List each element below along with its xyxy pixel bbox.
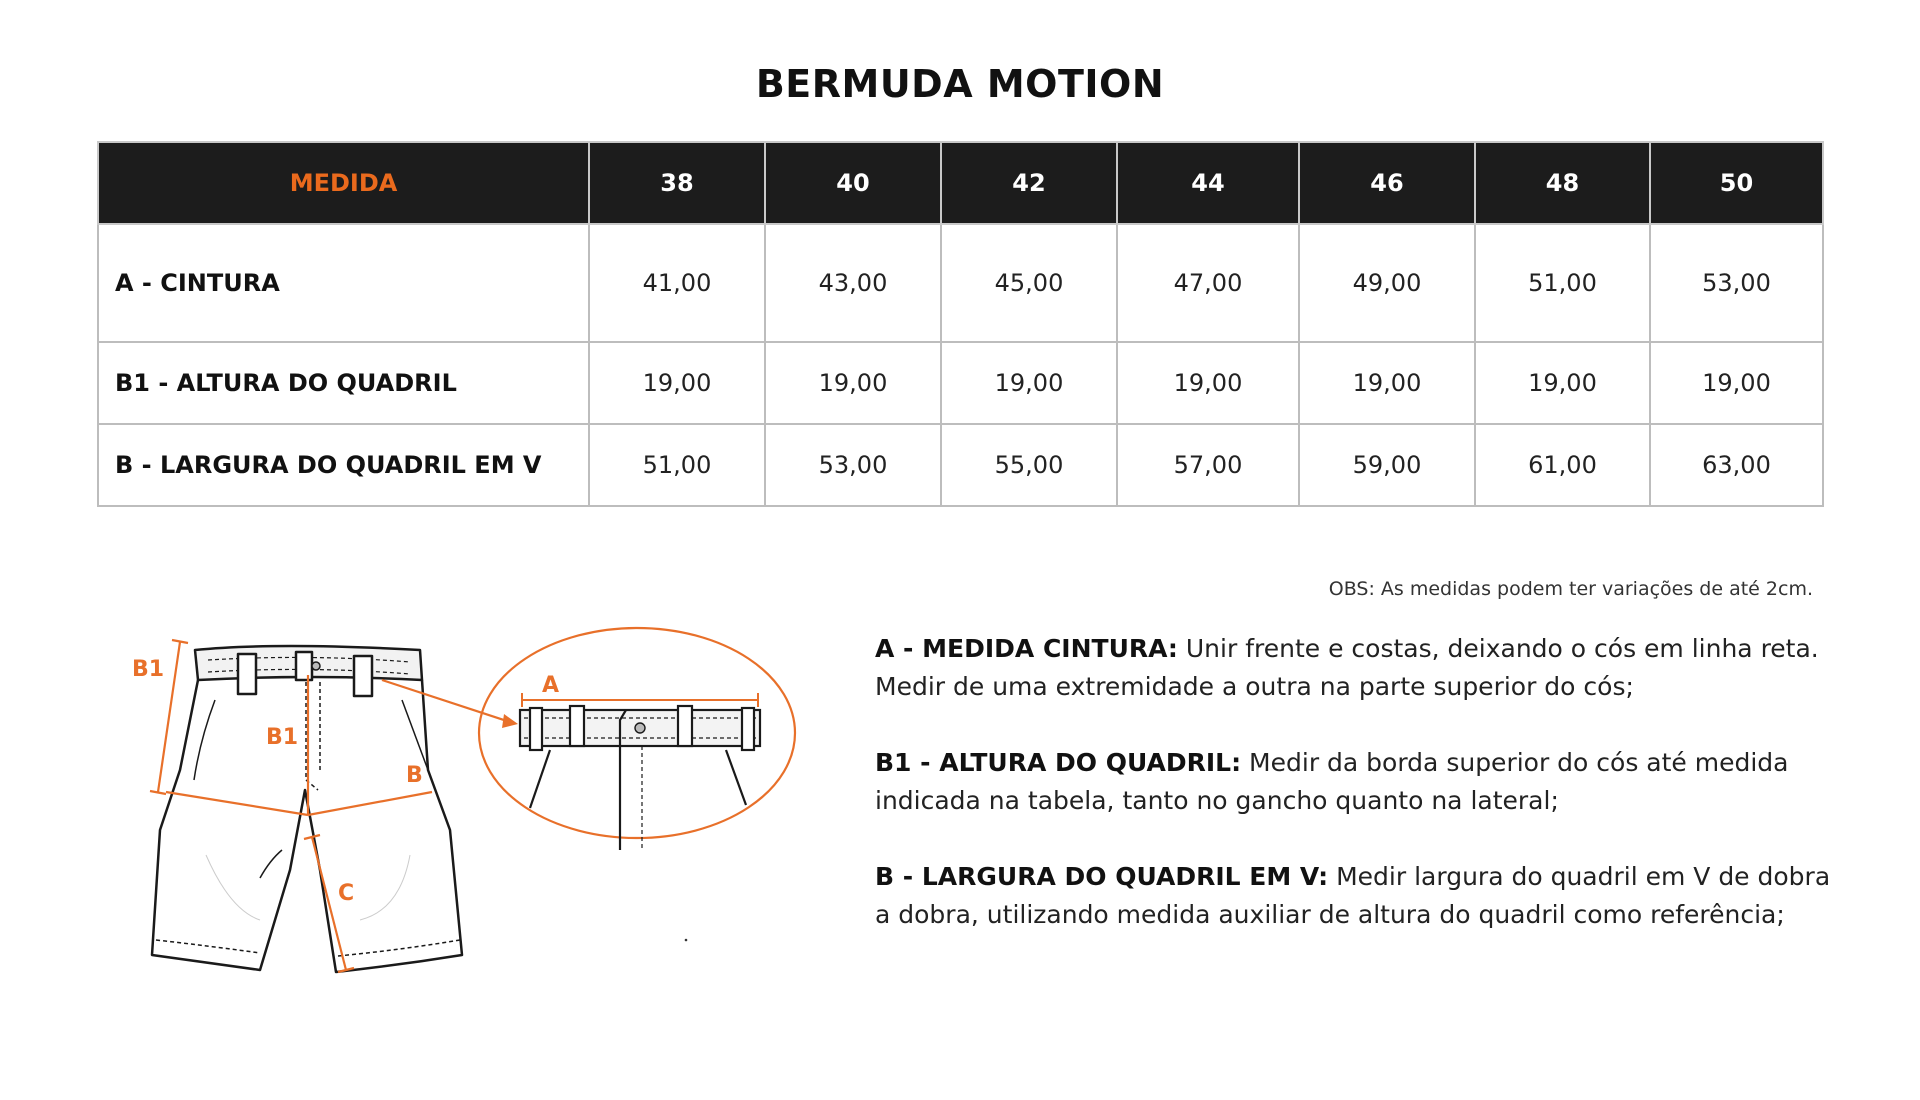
header-size: 40 (765, 142, 941, 224)
instruction-label: A - MEDIDA CINTURA: (875, 634, 1178, 663)
table-cell: 53,00 (1650, 224, 1823, 342)
table-cell: 19,00 (1475, 342, 1650, 424)
label-b: B (406, 763, 423, 788)
measurement-lines (150, 640, 510, 972)
instruction-label: B - LARGURA DO QUADRIL EM V: (875, 862, 1329, 891)
label-b1-center: B1 (266, 725, 299, 750)
page-title: BERMUDA MOTION (755, 62, 1165, 106)
table-cell: 19,00 (1117, 342, 1299, 424)
table-cell: 47,00 (1117, 224, 1299, 342)
table-cell: 19,00 (1650, 342, 1823, 424)
table-cell: 61,00 (1475, 424, 1650, 506)
label-a: A (542, 673, 560, 698)
table-row (98, 342, 1823, 424)
instruction-text: Unir frente e costas, deixando o cós em linha reta. Medir de uma extremidade a outra na parte superior do cós; (875, 634, 1819, 701)
table-cell: 19,00 (765, 342, 941, 424)
label-b1-side: B1 (132, 657, 165, 682)
table-cell: 55,00 (941, 424, 1117, 506)
table-cell: 19,00 (1299, 342, 1475, 424)
table-cell: 57,00 (1117, 424, 1299, 506)
table-row (98, 224, 1823, 342)
table-cell: 53,00 (765, 424, 941, 506)
row-label: B - LARGURA DO QUADRIL EM V (98, 424, 589, 506)
instruction-b (875, 858, 1835, 934)
obs-note: OBS: As medidas podem ter variações de até 2cm. (1328, 578, 1813, 600)
table-cell: 59,00 (1299, 424, 1475, 506)
arrow-head-icon (502, 714, 518, 728)
table-cell: 41,00 (589, 224, 765, 342)
instruction-text: Medir da borda superior do cós até medida indicada na tabela, tanto no gancho quanto na lateral; (875, 748, 1789, 815)
instruction-text: Medir largura do quadril em V de dobra a dobra, utilizando medida auxiliar de altura do quadril como referência; (875, 862, 1831, 929)
table-cell: 51,00 (1475, 224, 1650, 342)
instructions (875, 630, 1835, 972)
table-row (98, 424, 1823, 506)
instruction-label: B1 - ALTURA DO QUADRIL: (875, 748, 1242, 777)
table-cell: 19,00 (941, 342, 1117, 424)
table-header-row (98, 142, 1823, 224)
table-cell: 63,00 (1650, 424, 1823, 506)
header-size: 50 (1650, 142, 1823, 224)
row-label: A - CINTURA (98, 224, 589, 342)
header-size: 42 (941, 142, 1117, 224)
table-cell: 19,00 (589, 342, 765, 424)
instruction-b1 (875, 744, 1835, 820)
table-cell: 51,00 (589, 424, 765, 506)
header-medida: MEDIDA (98, 142, 589, 224)
header-size: 44 (1117, 142, 1299, 224)
instruction-a (875, 630, 1835, 706)
measurement-diagram (110, 620, 830, 990)
header-size: 46 (1299, 142, 1475, 224)
header-size: 48 (1475, 142, 1650, 224)
header-size: 38 (589, 142, 765, 224)
label-c: C (338, 881, 355, 906)
waistband-detail (520, 706, 760, 850)
table-cell: 45,00 (941, 224, 1117, 342)
table-cell: 49,00 (1299, 224, 1475, 342)
stray-dot (685, 939, 688, 942)
row-label: B1 - ALTURA DO QUADRIL (98, 342, 589, 424)
table-cell: 43,00 (765, 224, 941, 342)
size-table (97, 141, 1824, 507)
